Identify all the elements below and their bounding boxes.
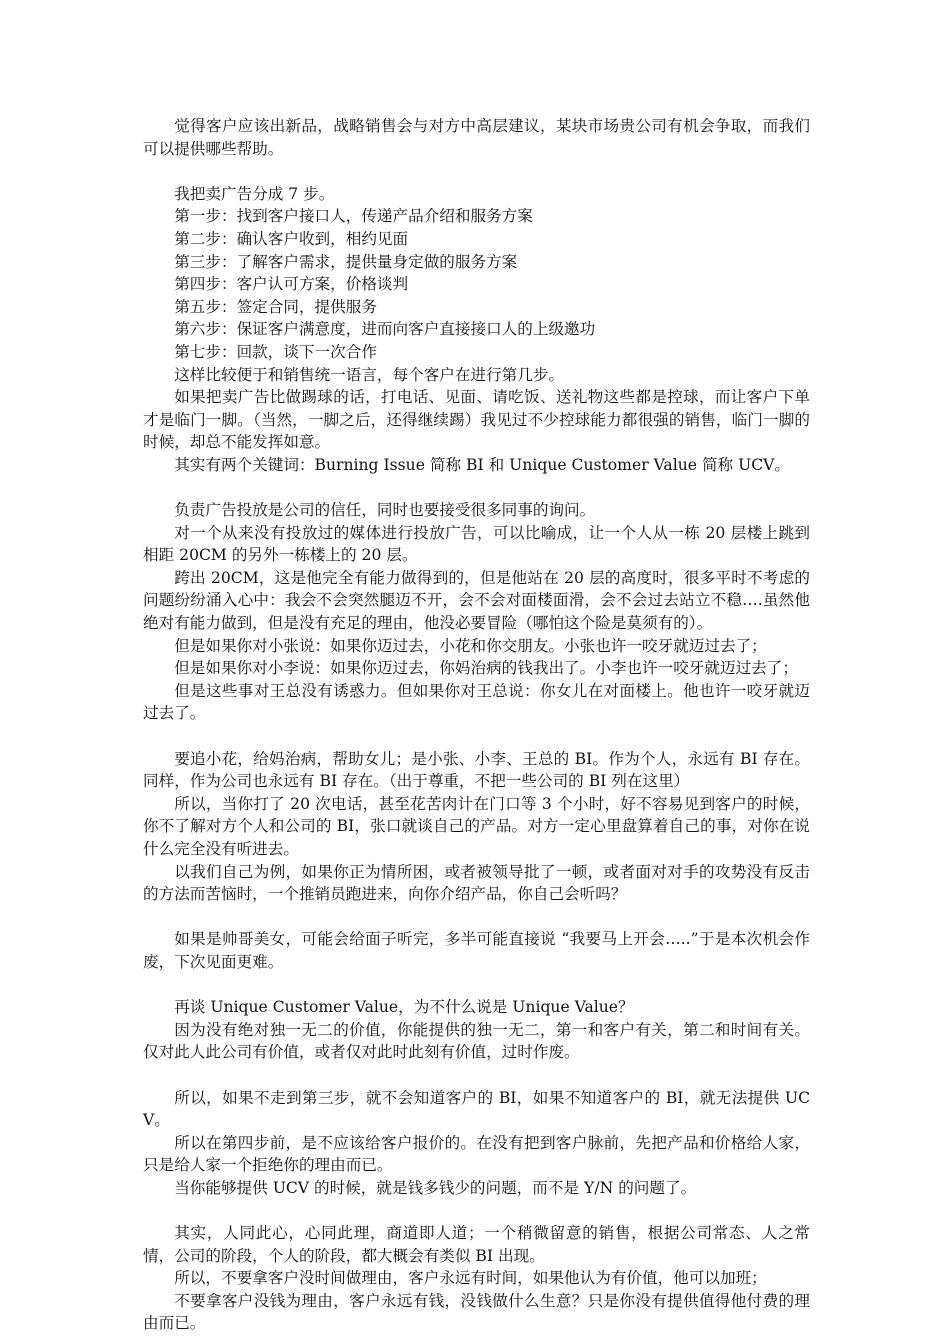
paragraph: 我把卖广告分成 7 步。 <box>174 184 335 203</box>
step-item: 第三步：了解客户需求，提供量身定做的服务方案 <box>174 252 518 271</box>
paragraph: 因为没有绝对独一无二的价值，你能提供的独一无二，第一和客户有关，第二和时间有关。仅对此人此公司有价值，或者仅对此时此刻有价值，过时作废。 <box>143 1020 810 1062</box>
paragraph: 这样比较便于和销售统一语言，每个客户在进行第几步。 <box>174 365 565 384</box>
step-item: 第四步：客户认可方案，价格谈判 <box>174 275 409 294</box>
paragraph: 不要拿客户没钱为理由，客户永远有钱，没钱做什么生意？只是你没有提供值得他付费的理由而已。 <box>143 1291 810 1333</box>
paragraph: 当你能够提供 UCV 的时候，就是钱多钱少的问题，而不是 Y/N 的问题了。 <box>174 1178 697 1197</box>
blank-line <box>143 1200 810 1223</box>
paragraph: 再谈 Unique Customer Value，为不什么说是 Unique Value？ <box>174 998 634 1017</box>
blank-line <box>143 1064 810 1087</box>
paragraph: 要追小花，给妈治病，帮助女儿；是小张、小李、王总的 BI。作为个人，永远有 BI 存在。同样，作为公司也永远有 BI 存在。（出于尊重，不把一些公司的 BI 列在这里） <box>143 749 810 791</box>
blank-line <box>143 974 810 997</box>
paragraph: 以我们自己为例，如果你正为情所困，或者被领导批了一顿，或者面对对手的攻势没有反击的方法而苦恼时，一个推销员跑进来，向你介绍产品，你自己会听吗？ <box>143 862 810 904</box>
paragraph: 但是如果你对小张说：如果你迈过去，小花和你交朋友。小张也许一咬牙就迈过去了； <box>174 636 767 655</box>
paragraph: 所以，不要拿客户没时间做理由，客户永远有时间，如果他认为有价值，他可以加班； <box>174 1269 767 1288</box>
paragraph: 所以，当你打了 20 次电话，甚至花苦肉计在门口等 3 个小时，好不容易见到客户的时候，你不了解对方个人和公司的 BI，张口就谈自己的产品。对方一定心里盘算着自己的事，对你在说什么完全没有听进去。 <box>143 794 810 858</box>
paragraph: 其实，人同此心，心同此理，商道即人道；一个稍微留意的销售，根据公司常态、人之常情，公司的阶段，个人的阶段，都大概会有类似 BI 出现。 <box>143 1224 810 1265</box>
paragraph: 负责广告投放是公司的信任，同时也要接受很多同事的询问。 <box>174 501 596 520</box>
paragraph: 对一个从来没有投放过的媒体进行投放广告，可以比喻成，让一个人从一栋 20 层楼上跳到相距 20CM 的另外一栋楼上的 20 层。 <box>143 523 810 565</box>
paragraph: 跨出 20CM，这是他完全有能力做得到的，但是他站在 20 层的高度时，很多平时不考虑的问题纷纷涌入心中：我会不会突然腿迈不开，会不会对面楼面滑，会不会过去站立不稳….虽然他绝对有能力做到，但是没有充足的理由，他没必要冒险（哪怕这个险是莫须有的）。 <box>143 568 810 633</box>
blank-line <box>143 477 810 500</box>
paragraph: 如果是帅哥美女，可能会给面子听完，多半可能直接说 “我要马上开会…..”于是本次机会作废，下次见面更难。 <box>143 930 810 971</box>
paragraph: 但是这些事对王总没有诱惑力。但如果你对王总说：你女儿在对面楼上。他也许一咬牙就迈过去了。 <box>143 681 810 723</box>
document-body <box>143 115 810 1335</box>
step-item: 第一步：找到客户接口人，传递产品介绍和服务方案 <box>174 207 533 226</box>
step-item: 第二步：确认客户收到，相约见面 <box>174 229 409 248</box>
step-item: 第七步：回款，谈下一次合作 <box>174 342 377 361</box>
paragraph: 但是如果你对小李说：如果你迈过去，你妈治病的钱我出了。小李也许一咬牙就迈过去了； <box>174 659 798 678</box>
step-item: 第五步：签定合同，提供服务 <box>174 297 377 316</box>
paragraph: 觉得客户应该出新品，战略销售会与对方中高层建议，某块市场贵公司有机会争取，而我们可以提供哪些帮助。 <box>143 117 810 158</box>
paragraph: 如果把卖广告比做踢球的话，打电话、见面、请吃饭、送礼物这些都是控球，而让客户下单才是临门一脚。（当然，一脚之后，还得继续踢）我见过不少控球能力都很强的销售，临门一脚的时候，却总不能发挥如意。 <box>143 388 810 452</box>
paragraph: 所以，如果不走到第三步，就不会知道客户的 BI，如果不知道客户的 BI，就无法提供 UCV。 <box>143 1088 810 1130</box>
paragraph: 其实有两个关键词：Burning Issue 简称 BI 和 Unique Customer Value 简称 UCV。 <box>174 455 791 474</box>
blank-line <box>143 906 810 929</box>
step-item: 第六步：保证客户满意度，进而向客户直接接口人的上级邀功 <box>174 320 596 339</box>
paragraph: 所以在第四步前，是不应该给客户报价的。在没有把到客户脉前，先把产品和价格给人家，只是给人家一个拒绝你的理由而已。 <box>143 1133 810 1175</box>
blank-line <box>143 160 810 183</box>
blank-line <box>143 725 810 748</box>
